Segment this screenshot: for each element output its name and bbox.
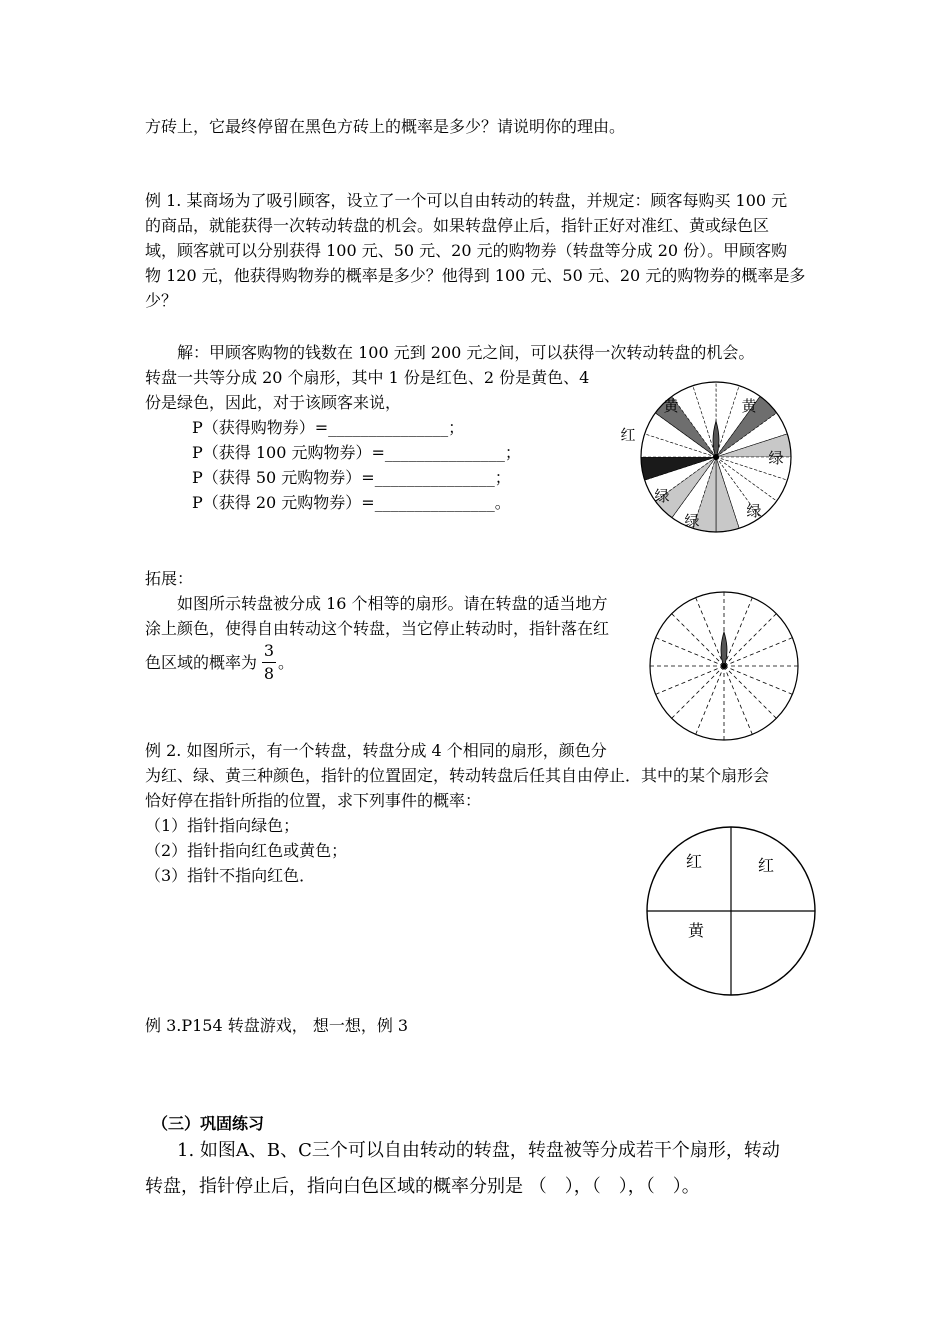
wheel-spoke: [672, 666, 724, 718]
intro-line: 方砖上，它最终停留在黑色方砖上的概率是多少？请说明你的理由。: [145, 117, 626, 136]
fraction-denominator: 8: [263, 664, 275, 683]
sector-label-yellow: 黄: [687, 921, 705, 940]
wheel-spoke: [696, 666, 724, 734]
fraction-numerator: 3: [263, 641, 275, 660]
example2-question: （3）指针不指向红色．: [145, 866, 316, 885]
example2-line: 为红、绿、黄三种颜色，指针的位置固定，转动转盘后任其自由停止．其中的某个扇形会: [145, 766, 770, 785]
example1-line: 的商品，就能获得一次转动转盘的机会。如果转盘停止后，指针正好对准红、黄或绿色区: [145, 216, 770, 235]
wheel-spoke: [696, 598, 724, 666]
practice-heading: （三）巩固练习: [152, 1114, 265, 1133]
example2-line: 例 2. 如图所示，有一个转盘，转盘分成 4 个相同的扇形，颜色分: [145, 741, 607, 760]
wheel-spoke: [724, 666, 792, 694]
probability-line: P（获得 100 元购物券）=_______________；: [192, 443, 521, 462]
wheel-spoke: [724, 638, 792, 666]
solution-line: 解：甲顾客购物的钱数在 100 元到 200 元之间，可以获得一次转动转盘的机会。: [177, 343, 755, 362]
wheel-spoke: [656, 638, 724, 666]
wheel-spoke: [724, 598, 752, 666]
wheel-label-yellow: 黄: [741, 397, 757, 415]
probability-line: P（获得 20 元购物券）=_______________。: [192, 493, 511, 512]
example1-line: 例 1. 某商场为了吸引顾客，设立了一个可以自由转动的转盘，并规定：顾客每购买 100 元: [145, 191, 788, 210]
wheel-spoke: [724, 614, 776, 666]
wheel-label-green: 绿: [684, 512, 700, 530]
extension-line: 如图所示转盘被分成 16 个相等的扇形。请在转盘的适当地方: [177, 594, 608, 613]
extension-heading: 拓展：: [145, 569, 194, 588]
example1-line: 物 120 元，他获得购物券的概率是多少？他得到 100 元、50 元、20 元的购物券的概率是多: [145, 266, 806, 285]
fraction-bar: [262, 662, 276, 663]
solution-line: 份是绿色，因此，对于该顾客来说，: [145, 393, 402, 412]
wheel-spoke: [672, 614, 724, 666]
blank-wheel-diagram: [648, 590, 800, 742]
sector-label-red: 红: [685, 852, 703, 871]
example1-line: 少？: [145, 291, 178, 310]
extension-line: 涂上颜色，使得自由转动这个转盘，当它停止转动时，指针落在红: [145, 619, 610, 638]
practice-line: 转盘，指针停止后，指向白色区域的概率分别是 （ ），（ ），（ ）。: [145, 1176, 700, 1197]
wheel-label-yellow: 黄: [663, 397, 679, 415]
extension-line-suffix: 。: [278, 653, 295, 672]
wheel-spoke: [724, 666, 752, 734]
wheel-label-green: 绿: [746, 502, 762, 520]
prize-wheel-diagram: [620, 381, 796, 541]
example2-question: （1）指针指向绿色；: [145, 816, 300, 835]
wheel-spoke: [724, 666, 776, 718]
wheel-label-green: 绿: [654, 487, 670, 505]
wheel-spoke: [656, 666, 724, 694]
extension-line-prefix: 色区域的概率为: [145, 653, 258, 672]
example1-line: 域，顾客就可以分别获得 100 元、50 元、20 元的购物券（转盘等分成 20 份）。甲顾客购: [145, 241, 788, 260]
spinner-pointer: [721, 632, 727, 668]
example2-question: （2）指针指向红色或黄色；: [145, 841, 348, 860]
sector-label-red: 红: [757, 856, 775, 875]
example2-line: 恰好停在指针所指的位置，求下列事件的概率：: [145, 791, 482, 810]
probability-line: P（获得购物券）=_______________；: [192, 418, 465, 437]
example3-line: 例 3.P154 转盘游戏， 想一想，例 3: [145, 1016, 409, 1035]
practice-line: 1. 如图A、B、C三个可以自由转动的转盘，转盘被等分成若干个扇形，转动: [177, 1140, 780, 1161]
four-sector-wheel-diagram: [645, 825, 815, 995]
wheel-label-red: 红: [620, 426, 636, 444]
probability-line: P（获得 50 元购物券）=_______________；: [192, 468, 511, 487]
solution-line: 转盘一共等分成 20 个扇形，其中 1 份是红色、2 份是黄色、4: [145, 368, 590, 387]
wheel-label-green: 绿: [768, 449, 784, 467]
